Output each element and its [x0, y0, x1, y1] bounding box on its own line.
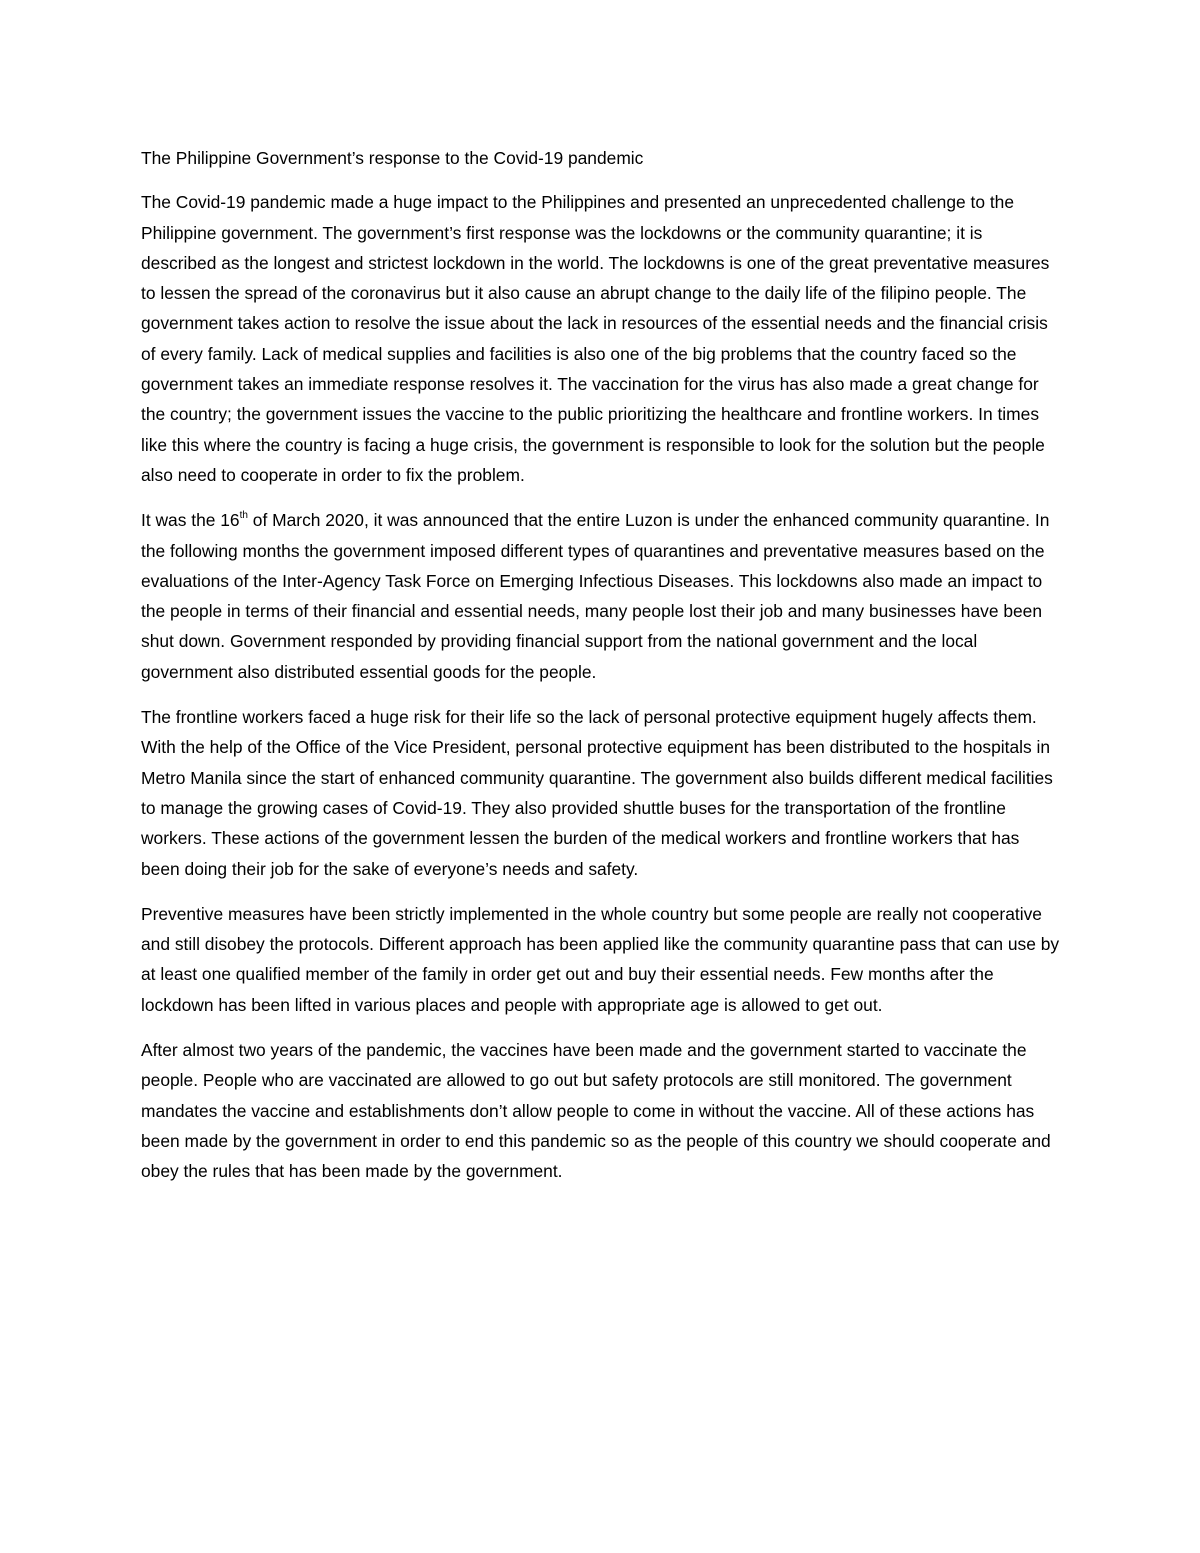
paragraph-1: The Covid-19 pandemic made a huge impact to the Philippines and presented an unprecedented challenge to the Philippine government. The government’s first response was the lockdowns or the community quarantine; it is described as the longest and strictest lockdown in the world. The lockdowns is one of the great preventative measures to lessen the spread of the coronavirus but it also cause an abrupt change to the daily life of the filipino people. The government takes action to resolve the issue about the lack in resources of the essential needs and the financial crisis of every family. Lack of medical supplies and facilities is also one of the big problems that the country faced so the government takes an immediate response resolves it. The vaccination for the virus has also made a great change for the country; the government issues the vaccine to the public prioritizing the healthcare and frontline workers. In times like this where the country is facing a huge crisis, the government is responsible to look for the solution but the people also need to cooperate in order to fix the problem. — [141, 192, 1050, 485]
paragraph-5: After almost two years of the pandemic, the vaccines have been made and the government started to vaccinate the people. People who are vaccinated are allowed to go out but safety protocols are still monitored. The government mandates the vaccine and establishments don’t allow people to come in without the vaccine. All of these actions has been made by the government in order to end this pandemic so as the people of this country we should cooperate and obey the rules that has been made by the government. — [141, 1040, 1051, 1182]
paragraph-3: The frontline workers faced a huge risk for their life so the lack of personal protective equipment hugely affects them. With the help of the Office of the Vice President, personal protective equipment has been distributed to the hospitals in Metro Manila since the start of enhanced community quarantine. The government also builds different medical facilities to manage the growing cases of Covid-19. They also provided shuttle buses for the transportation of the frontline workers. These actions of the government lessen the burden of the medical workers and frontline workers that has been doing their job for the sake of everyone’s needs and safety. — [141, 707, 1053, 879]
document-body — [141, 143, 1061, 1202]
ordinal-superscript: th — [239, 510, 248, 522]
paragraph-2-body: of March 2020, it was announced that the entire Luzon is under the enhanced community quarantine. In the following months the government imposed different types of quarantines and preventative measures based on the evaluations of the Inter-Agency Task Force on Emerging Infectious Diseases. This lockdowns also made an impact to the people in terms of their financial and essential needs, many people lost their job and many businesses have been shut down. Government responded by providing financial support from the national government and the local government also distributed essential goods for the people. — [141, 510, 1050, 682]
paragraph-2 — [141, 505, 1061, 687]
paragraph-4: Preventive measures have been strictly implemented in the whole country but some people are really not cooperative and still disobey the protocols. Different approach has been applied like the community quarantine pass that can use by at least one qualified member of the family in order get out and buy their essential needs. Few months after the lockdown has been lifted in various places and people with appropriate age is allowed to get out. — [141, 903, 1060, 1015]
paragraph-2-lead: It was the 16 — [141, 510, 240, 531]
document-title: The Philippine Government’s response to the Covid-19 pandemic — [141, 148, 644, 168]
